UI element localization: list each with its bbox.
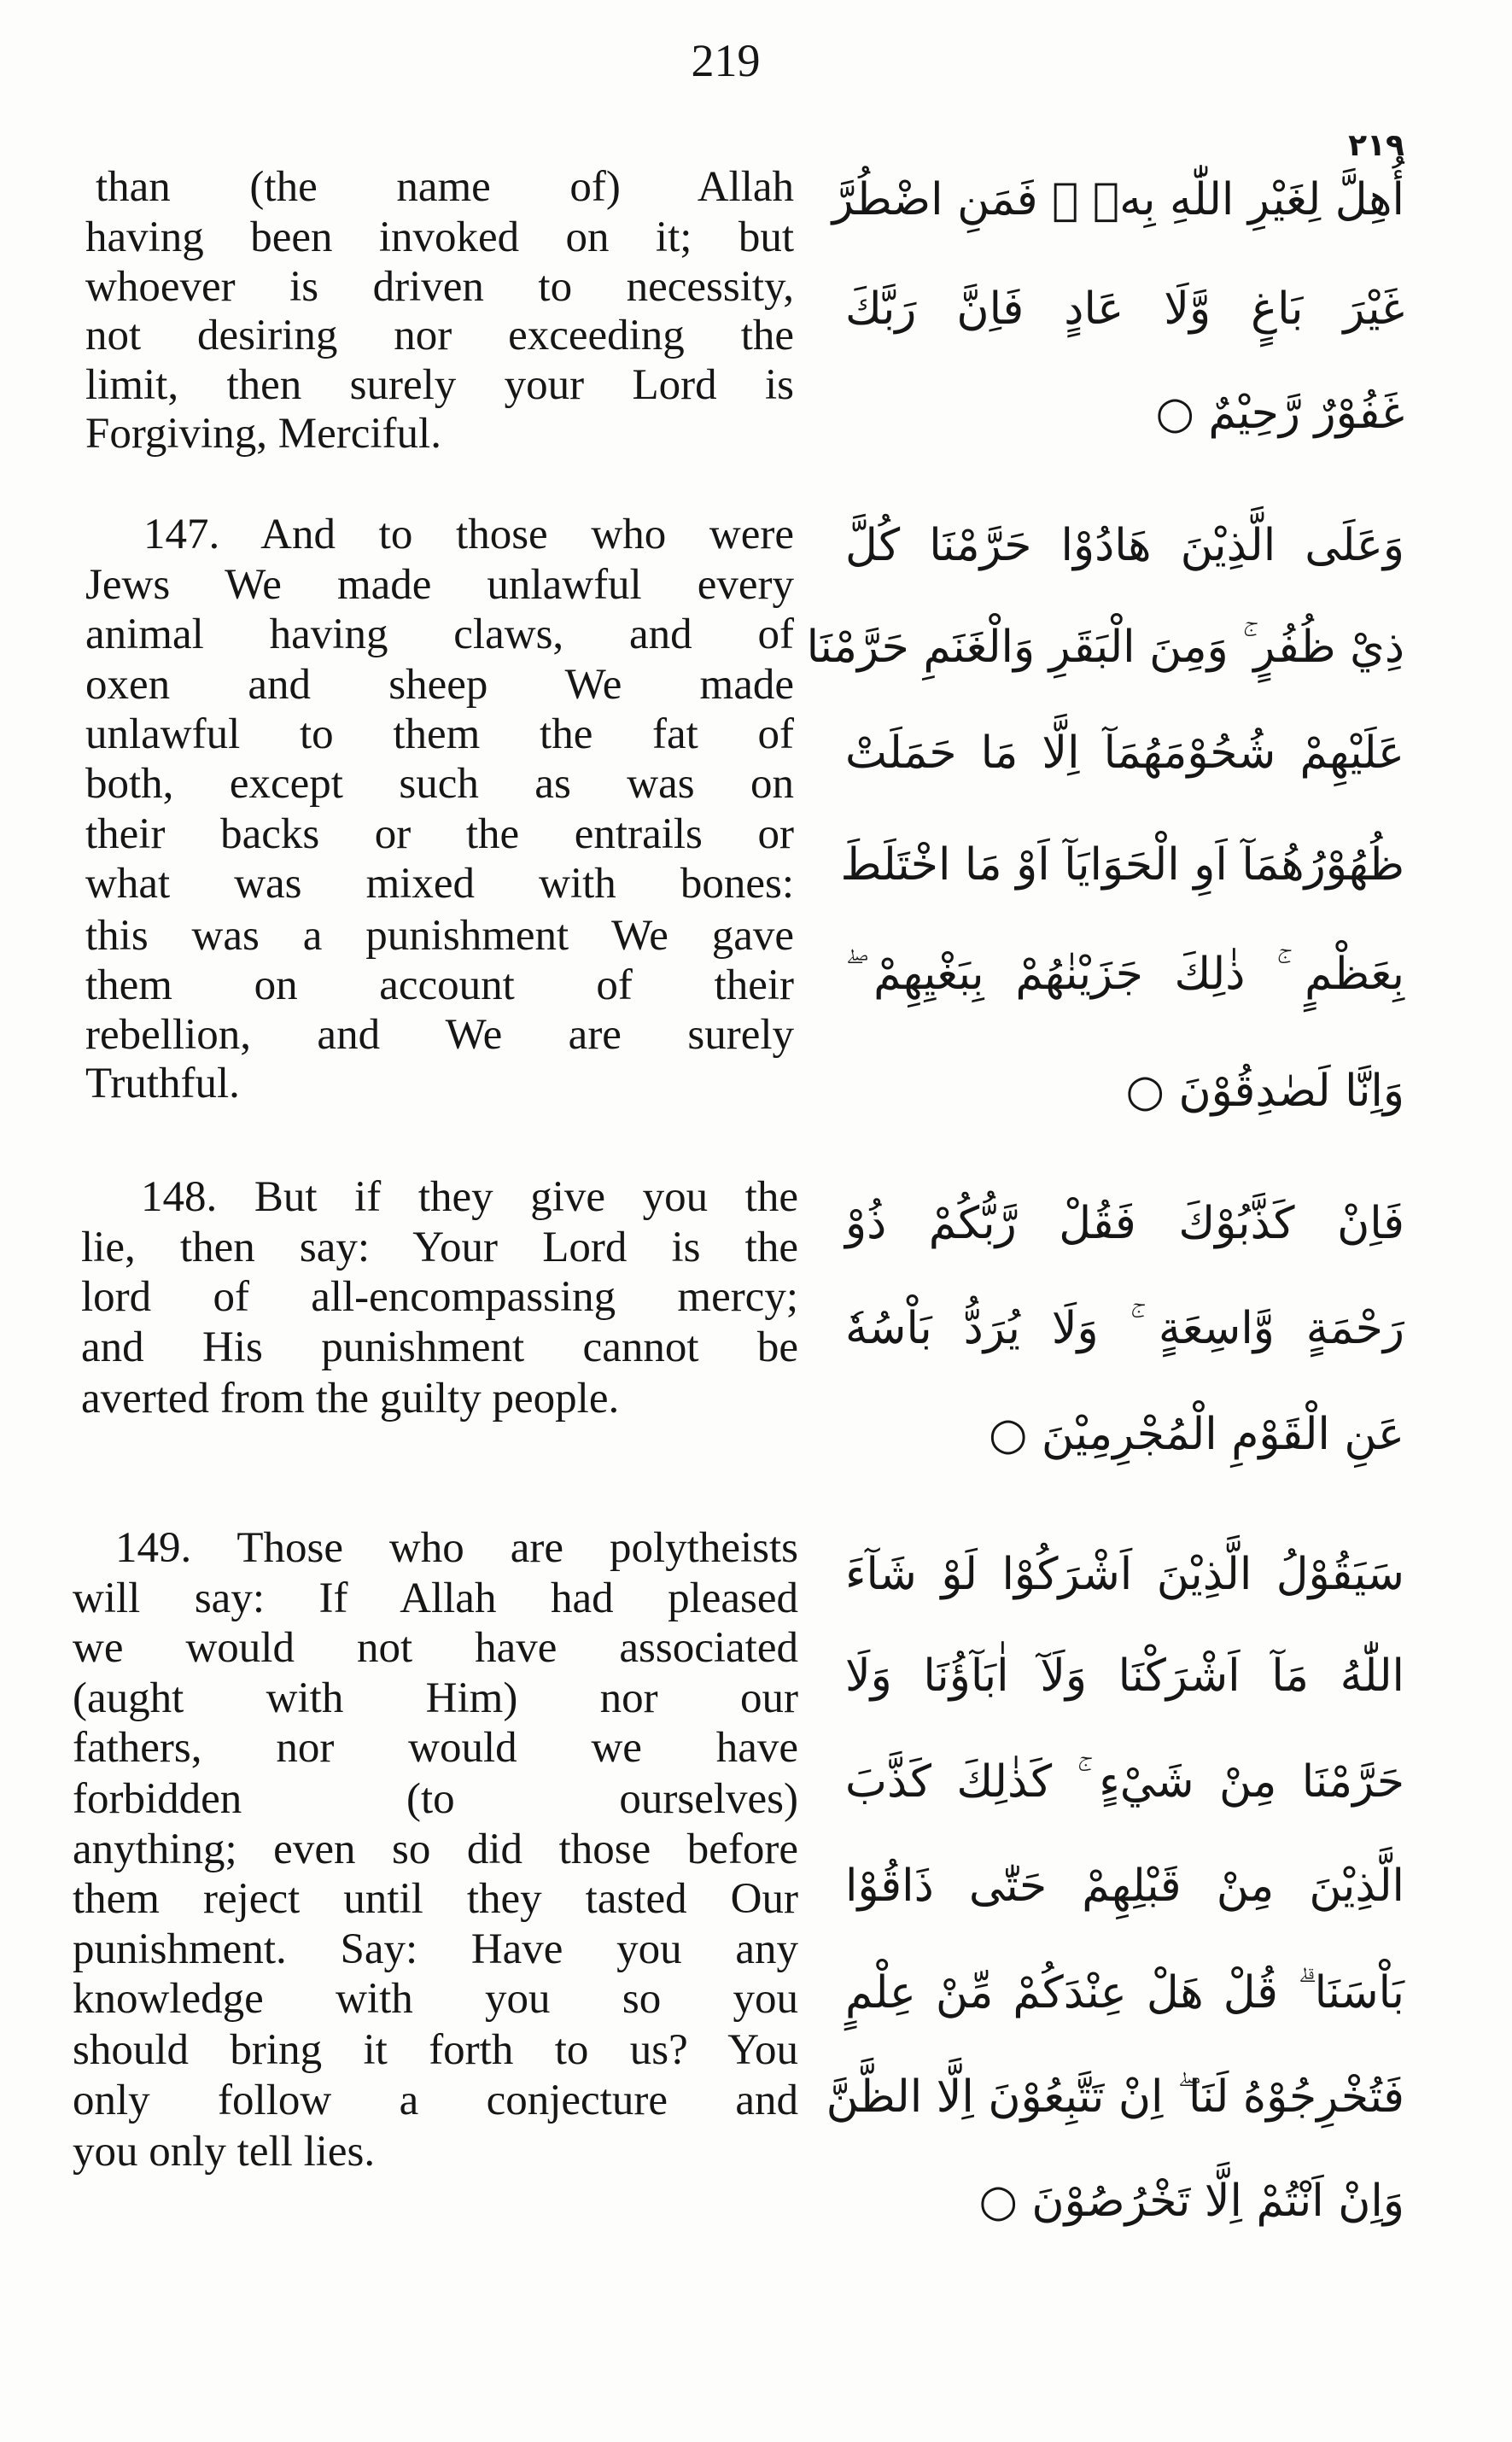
english-verse-line: them on account of their bbox=[85, 961, 794, 1010]
english-verse-line: fathers, nor would we have bbox=[73, 1723, 798, 1772]
english-verse-line: averted from the guilty people. bbox=[81, 1374, 620, 1423]
english-verse-line: lord of all-encompassing mercy; bbox=[81, 1273, 798, 1322]
english-verse-line: lie, then say: Your Lord is the bbox=[81, 1223, 798, 1271]
arabic-verse-line: بَاْسَنَا ۗ قُلْ هَلْ عِنْدَكُمْ مِّنْ عِلْمٍ bbox=[845, 1966, 1404, 2018]
english-verse-line: anything; even so did those before bbox=[73, 1825, 798, 1873]
english-verse-line: them reject until they tasted Our bbox=[73, 1875, 798, 1924]
english-verse-line: we would not have associated bbox=[73, 1624, 798, 1673]
arabic-verse-line: بِعَظْمٍ ۚ ذٰلِكَ جَزَيْنٰهُمْ بِبَغْيِهِمْ ۖ bbox=[845, 949, 1404, 1001]
arabic-page-number: ٢١٩ bbox=[1348, 128, 1404, 163]
english-verse-line: 149. Those who are polytheists bbox=[115, 1524, 798, 1573]
arabic-verse-line: ذِيْ ظُفُرٍ ۚ وَمِنَ الْبَقَرِ وَالْغَنَمِ حَرَّمْنَا bbox=[806, 621, 1404, 673]
english-verse-line: punishment. Say: Have you any bbox=[73, 1925, 798, 1973]
english-verse-line: Truthful. bbox=[85, 1060, 240, 1108]
english-verse-line: limit, then surely your Lord is bbox=[85, 361, 794, 410]
arabic-verse-line: عَنِ الْقَوْمِ الْمُجْرِمِيْنَ ○ bbox=[989, 1408, 1404, 1460]
english-verse-line: will say: If Allah had pleased bbox=[73, 1574, 798, 1622]
english-verse-line: Jews We made unlawful every bbox=[85, 560, 794, 609]
english-verse-line: this was a punishment We gave bbox=[85, 911, 794, 960]
arabic-verse-line: فَتُخْرِجُوْهُ لَنَا ۖ اِنْ تَتَّبِعُوْنَ اِلَّا الظَّنَّ bbox=[826, 2071, 1404, 2123]
english-verse-line: 148. But if they give you the bbox=[141, 1173, 798, 1222]
arabic-verse-line: رَحْمَةٍ وَّاسِعَةٍ ۚ وَلَا يُرَدُّ بَاْسُهٗ bbox=[845, 1302, 1404, 1354]
arabic-verse-line: فَاِنْ كَذَّبُوْكَ فَقُلْ رَّبُّكُمْ ذُوْ bbox=[845, 1198, 1404, 1250]
arabic-verse-line: اللّٰهُ مَآ اَشْرَكْنَا وَلَآ اٰبَآؤُنَا وَلَا bbox=[845, 1650, 1404, 1702]
english-verse-line: you only tell lies. bbox=[73, 2127, 376, 2176]
arabic-verse-line: أُهِلَّ لِغَيْرِ اللّٰهِ بِهٖ ۚ فَمَنِ اضْطُرَّ bbox=[832, 173, 1404, 225]
english-verse-line: rebellion, and We are surely bbox=[85, 1011, 794, 1060]
english-verse-line: animal having claws, and of bbox=[85, 610, 794, 659]
english-verse-line: oxen and sheep We made bbox=[85, 660, 794, 709]
english-verse-line: not desiring nor exceeding the bbox=[85, 311, 794, 359]
arabic-verse-line: غَفُوْرٌ رَّحِيْمٌ ○ bbox=[1155, 387, 1404, 439]
arabic-verse-line: سَيَقُوْلُ الَّذِيْنَ اَشْرَكُوْا لَوْ شَآءَ bbox=[845, 1549, 1404, 1601]
english-verse-line: whoever is driven to necessity, bbox=[85, 262, 794, 311]
arabic-verse-line: وَاِنْ اَنْتُمْ اِلَّا تَخْرُصُوْنَ ○ bbox=[978, 2176, 1404, 2228]
english-verse-line: only follow a conjecture and bbox=[73, 2076, 798, 2124]
english-verse-line: and His punishment cannot be bbox=[81, 1323, 798, 1371]
english-verse-line: unlawful to them the fat of bbox=[85, 710, 794, 759]
arabic-verse-line: غَيْرَ بَاغٍ وَّلَا عَادٍ فَاِنَّ رَبَّكَ bbox=[845, 283, 1404, 335]
arabic-verse-line: ظُهُوْرُهُمَآ اَوِ الْحَوَايَآ اَوْ مَا اخْتَلَطَ bbox=[840, 839, 1404, 891]
english-verse-line: (aught with Him) nor our bbox=[73, 1674, 798, 1722]
english-verse-line: knowledge with you so you bbox=[73, 1974, 798, 2023]
english-verse-line: 147. And to those who were bbox=[143, 511, 794, 559]
english-verse-line: their backs or the entrails or bbox=[85, 809, 794, 858]
arabic-verse-line: حَرَّمْنَا مِنْ شَيْءٍ ۚ كَذٰلِكَ كَذَّبَ bbox=[845, 1756, 1404, 1808]
english-verse-line: both, except such as was on bbox=[85, 760, 794, 809]
english-verse-line: forbidden (to ourselves) bbox=[73, 1775, 798, 1824]
arabic-verse-line: وَاِنَّا لَصٰدِقُوْنَ ○ bbox=[1125, 1066, 1404, 1118]
english-verse-line: having been invoked on it; but bbox=[85, 213, 794, 261]
english-verse-line: than (the name of) Allah bbox=[96, 163, 794, 212]
english-verse-line: Forgiving, Merciful. bbox=[85, 409, 441, 458]
english-verse-line: what was mixed with bones: bbox=[85, 860, 794, 908]
page-number: 219 bbox=[691, 35, 761, 86]
arabic-verse-line: الَّذِيْنَ مِنْ قَبْلِهِمْ حَتّٰى ذَاقُوْا bbox=[845, 1861, 1404, 1913]
arabic-verse-line: وَعَلَى الَّذِيْنَ هَادُوْا حَرَّمْنَا كُلَّ bbox=[845, 520, 1404, 572]
english-verse-line: should bring it forth to us? You bbox=[73, 2026, 798, 2075]
arabic-verse-line: عَلَيْهِمْ شُحُوْمَهُمَآ اِلَّا مَا حَمَلَتْ bbox=[845, 727, 1404, 779]
